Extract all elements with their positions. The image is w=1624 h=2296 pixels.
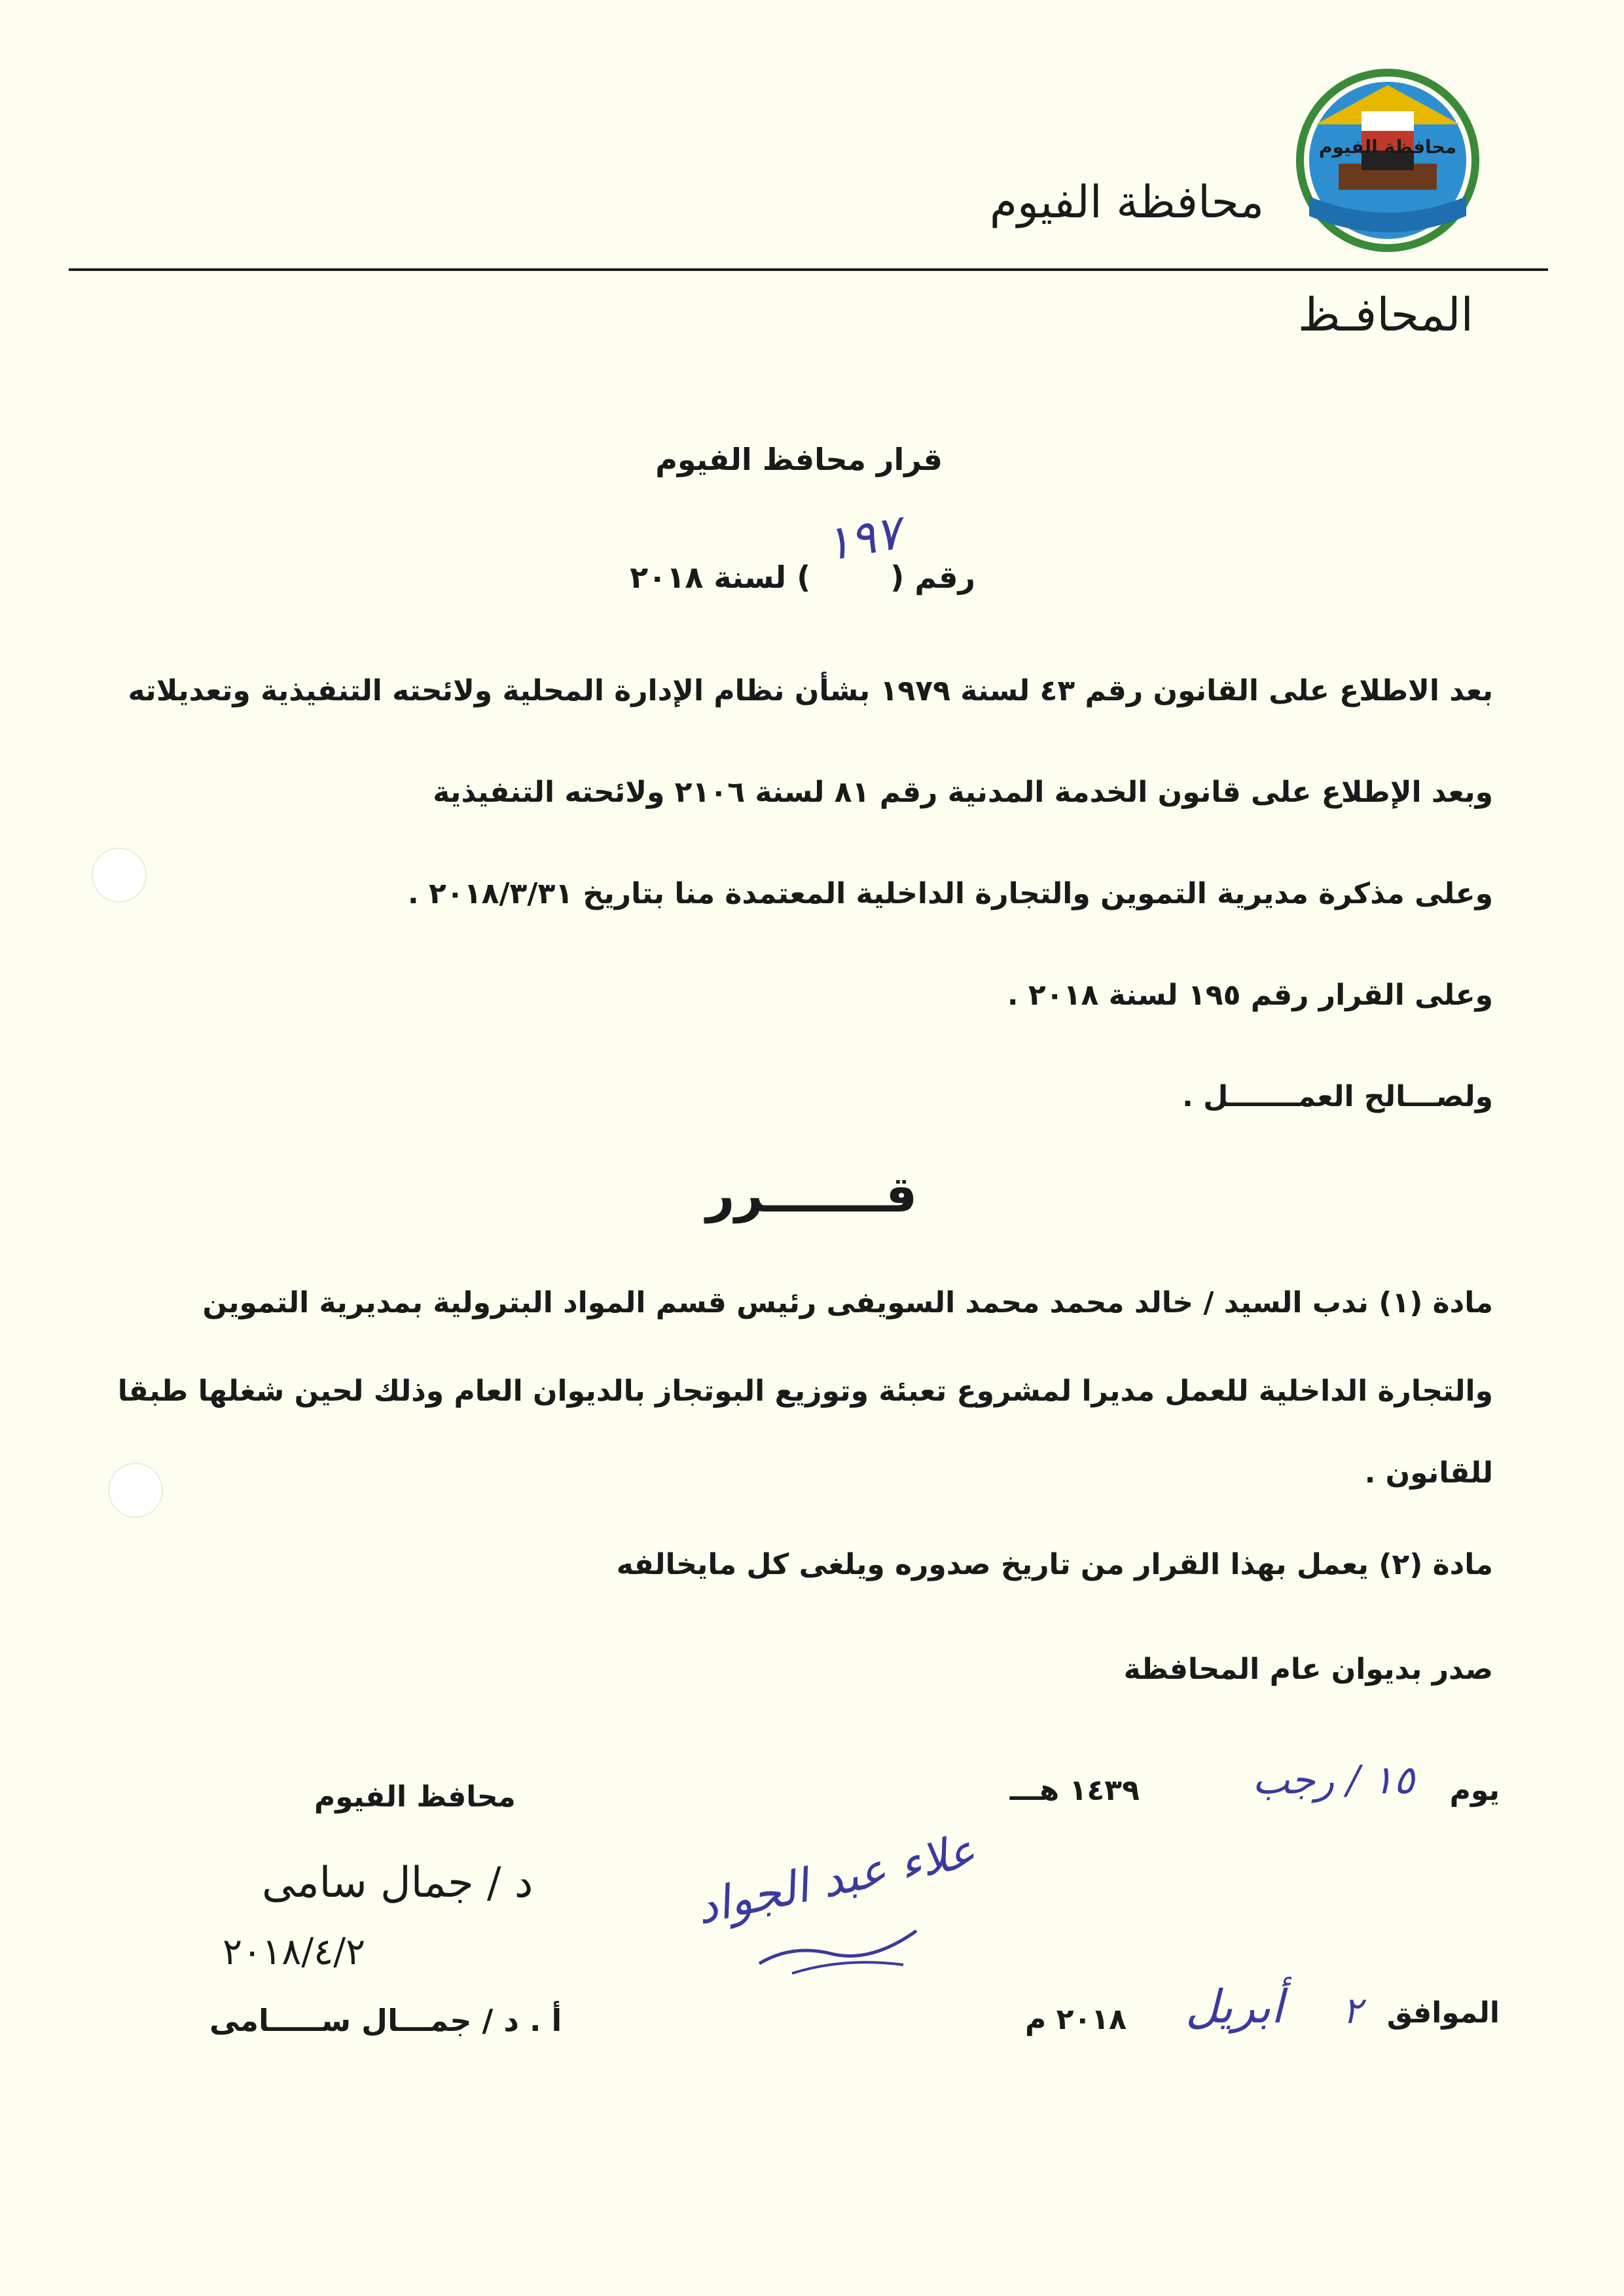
middle-signature: علاء عبد الجواد bbox=[691, 1823, 981, 1935]
year-label: لسنة ٢٠١٨ bbox=[630, 560, 787, 595]
decision-title: قرار محافظ الفيوم bbox=[655, 442, 943, 477]
punch-hole-top bbox=[92, 848, 147, 903]
punch-hole-bottom bbox=[108, 1463, 163, 1518]
number-close: ) bbox=[797, 560, 811, 595]
hijri-day-handwritten: ١٥ / رجب bbox=[1252, 1757, 1415, 1803]
header-divider bbox=[69, 268, 1548, 271]
governor-signature: د / جمال سامى bbox=[262, 1859, 533, 1907]
article-1-line-3: للقانون . bbox=[1364, 1456, 1493, 1490]
handwritten-decision-number: ١٩٧ bbox=[820, 504, 905, 572]
governor-label: محافظ الفيوم bbox=[314, 1780, 516, 1814]
day-label: يوم bbox=[1449, 1774, 1500, 1807]
issued-line: صدر بديوان عام المحافظة bbox=[1123, 1653, 1493, 1686]
gregorian-month-handwritten: أبريل bbox=[1185, 1980, 1284, 2034]
governorate-title: محافظة الفيوم bbox=[989, 177, 1264, 228]
gregorian-day-handwritten: ٢ bbox=[1342, 1990, 1362, 2032]
decided-heading: قـــــــرر bbox=[706, 1165, 918, 1223]
logo-text: محافظة الفيوم bbox=[1318, 136, 1457, 158]
article-2: مادة (٢) يعمل بهذا القرار من تاريخ صدوره ويلغى كل مايخالفه bbox=[616, 1548, 1493, 1581]
decision-number-line bbox=[630, 560, 975, 605]
gregorian-year: ٢٠١٨ م bbox=[1025, 2003, 1127, 2036]
office-title: المحافـظ bbox=[1297, 288, 1473, 342]
hijri-year: ١٤٣٩ هـــ bbox=[1009, 1774, 1140, 1807]
middle-signature-stroke bbox=[753, 1918, 923, 1977]
preamble-line-3: وعلى مذكرة مديرية التموين والتجارة الداخلية المعتمدة منا بتاريخ ٢٠١٨/٣/٣١ . bbox=[408, 877, 1493, 910]
preamble-line-1: بعد الاطلاع على القانون رقم ٤٣ لسنة ١٩٧٩ بشأن نظام الإدارة المحلية ولائحته التنفيذية وتعديلاته bbox=[128, 674, 1493, 708]
preamble-line-2: وبعد الإطلاع على قانون الخدمة المدنية رقم ٨١ لسنة ٢١٠٦ ولائحته التنفيذية bbox=[433, 776, 1493, 809]
governor-signature-date: ٢٠١٨/٤/٢ bbox=[223, 1931, 366, 1973]
number-label: رقم ( bbox=[890, 560, 975, 595]
preamble-line-4: وعلى القرار رقم ١٩٥ لسنة ٢٠١٨ . bbox=[1007, 978, 1493, 1012]
preamble-line-5: ولصـــالح العمـــــــل . bbox=[1182, 1080, 1493, 1113]
governor-name: أ . د / جمـــال ســـــامى bbox=[209, 2003, 562, 2038]
article-1-line-1: مادة (١) ندب السيد / خالد محمد محمد السويفى رئيس قسم المواد البترولية بمديرية التموين bbox=[202, 1286, 1493, 1319]
governorate-logo bbox=[1290, 65, 1486, 255]
article-1-line-2: والتجارة الداخلية للعمل مديرا لمشروع تعبئة وتوزيع البوتجاز بالديوان العام وذلك لحين شغلها طبقا bbox=[117, 1374, 1493, 1408]
gregorian-label: الموافق bbox=[1386, 1996, 1500, 2030]
